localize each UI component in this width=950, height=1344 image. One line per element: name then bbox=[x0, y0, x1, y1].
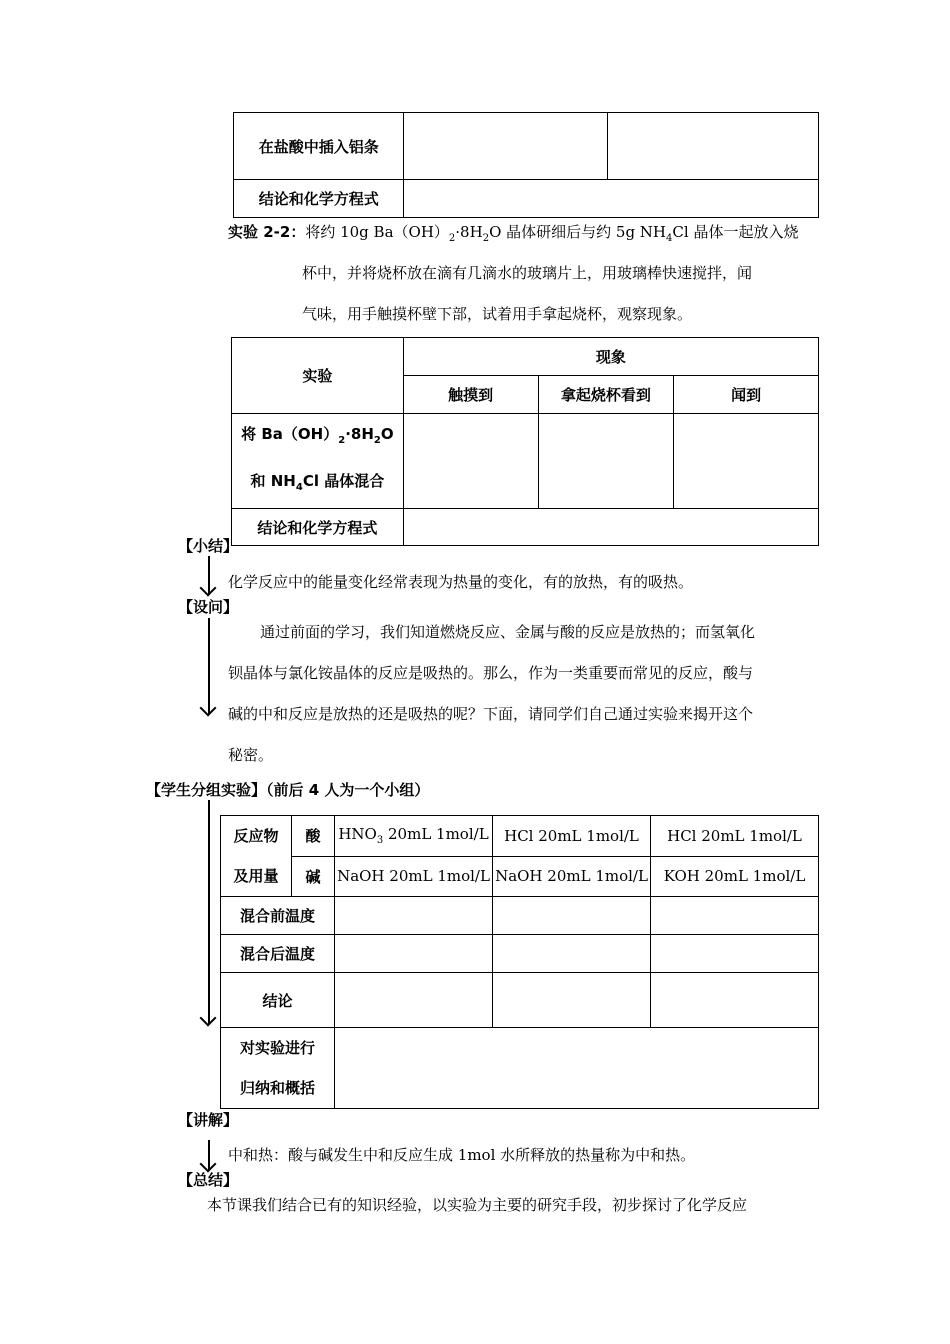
question-line1: 通过前面的学习，我们知道燃烧反应、金属与酸的反应是放热的；而氢氧化 bbox=[260, 623, 756, 641]
experiment-2-2-line2: 杯中，并将烧杯放在滴有几滴水的玻璃片上，用玻璃棒快速搅拌，闻 bbox=[302, 264, 753, 282]
barium-conclusion-cell bbox=[403, 509, 818, 546]
acid-1: $HNO_3$ 20mL 1mol/L bbox=[335, 816, 493, 857]
col-experiment-header: 实验 bbox=[232, 338, 404, 414]
experiment-2-2-line1: 实验 2-2：将约 10g $Ba(OH)_2\cdot 8H_2O$ 晶体研细后与约 5g $NH_4Cl$ 晶体一起放入烧 bbox=[228, 223, 799, 244]
conclusion-2 bbox=[493, 973, 651, 1028]
base-label: 碱 bbox=[292, 856, 335, 897]
conclusion-3 bbox=[651, 973, 819, 1028]
group-arrow bbox=[208, 800, 210, 1024]
aluminum-cell-2 bbox=[607, 113, 818, 180]
neutralization-table bbox=[220, 815, 819, 1109]
before-temp-2 bbox=[493, 897, 651, 935]
conclusion-1 bbox=[335, 973, 493, 1028]
barium-row-label: 将 $Ba(OH)_2\cdot 8H_2O$ 和 $NH_4Cl$ 晶体混合 bbox=[232, 414, 404, 509]
aluminum-conclusion-cell bbox=[404, 180, 819, 218]
barium-experiment-table bbox=[231, 337, 819, 546]
base-3: KOH 20mL 1mol/L bbox=[651, 856, 819, 897]
aluminum-cell-1 bbox=[404, 113, 607, 180]
explain-tag: 【讲解】 bbox=[178, 1111, 239, 1129]
question-line3: 碱的中和反应是放热的还是吸热的呢？下面，请同学们自己通过实验来揭开这个 bbox=[228, 705, 754, 723]
aluminum-conclusion-label: 结论和化学方程式 bbox=[234, 180, 404, 218]
after-temp-label: 混合后温度 bbox=[221, 935, 335, 973]
summary-text: 化学反应中的能量变化经常表现为热量的变化，有的放热，有的吸热。 bbox=[228, 573, 694, 591]
reactant-label: 反应物 及用量 bbox=[221, 816, 292, 897]
after-temp-2 bbox=[493, 935, 651, 973]
generalization-label: 对实验进行 归纳和概括 bbox=[221, 1028, 335, 1109]
question-tag: 【设问】 bbox=[178, 598, 239, 616]
barium-smell-cell bbox=[674, 414, 819, 509]
base-1: NaOH 20mL 1mol/L bbox=[335, 856, 493, 897]
barium-touch-cell bbox=[403, 414, 538, 509]
sub-see-header: 拿起烧杯看到 bbox=[538, 376, 674, 414]
sub-touch-header: 触摸到 bbox=[403, 376, 538, 414]
summary-tag: 【小结】 bbox=[178, 537, 239, 555]
before-temp-1 bbox=[335, 897, 493, 935]
barium-conclusion-label: 结论和化学方程式 bbox=[232, 509, 404, 546]
acid-3: HCl 20mL 1mol/L bbox=[651, 816, 819, 857]
experiment-2-2-line3: 气味，用手触摸杯壁下部，试着用手拿起烧杯，观察现象。 bbox=[302, 305, 693, 323]
barium-see-cell bbox=[538, 414, 674, 509]
base-2: NaOH 20mL 1mol/L bbox=[493, 856, 651, 897]
conclusion-label: 结论 bbox=[221, 973, 335, 1028]
group-experiment-tag: 【学生分组实验】（前后 4 人为一个小组） bbox=[146, 781, 430, 799]
acid-2: HCl 20mL 1mol/L bbox=[493, 816, 651, 857]
final-text: 本节课我们结合已有的知识经验，以实验为主要的研究手段，初步探讨了化学反应 bbox=[207, 1196, 748, 1214]
group-arrow-head bbox=[200, 1010, 217, 1027]
final-tag: 【总结】 bbox=[178, 1171, 239, 1189]
after-temp-3 bbox=[651, 935, 819, 973]
aluminum-experiment-table bbox=[233, 112, 819, 218]
explain-text: 中和热：酸与碱发生中和反应生成 1mol 水所释放的热量称为中和热。 bbox=[228, 1146, 696, 1164]
before-temp-label: 混合前温度 bbox=[221, 897, 335, 935]
question-line2: 钡晶体与氯化铵晶体的反应是吸热的。那么，作为一类重要而常见的反应，酸与 bbox=[228, 664, 754, 682]
after-temp-1 bbox=[335, 935, 493, 973]
sub-smell-header: 闻到 bbox=[674, 376, 819, 414]
question-arrow-head bbox=[200, 700, 217, 717]
acid-label: 酸 bbox=[292, 816, 335, 857]
question-line4: 秘密。 bbox=[228, 746, 274, 764]
summary-arrow-head bbox=[200, 580, 217, 597]
aluminum-row-label: 在盐酸中插入铝条 bbox=[234, 113, 404, 180]
before-temp-3 bbox=[651, 897, 819, 935]
col-phenomenon-header: 现象 bbox=[403, 338, 818, 376]
generalization-cell bbox=[335, 1028, 819, 1109]
